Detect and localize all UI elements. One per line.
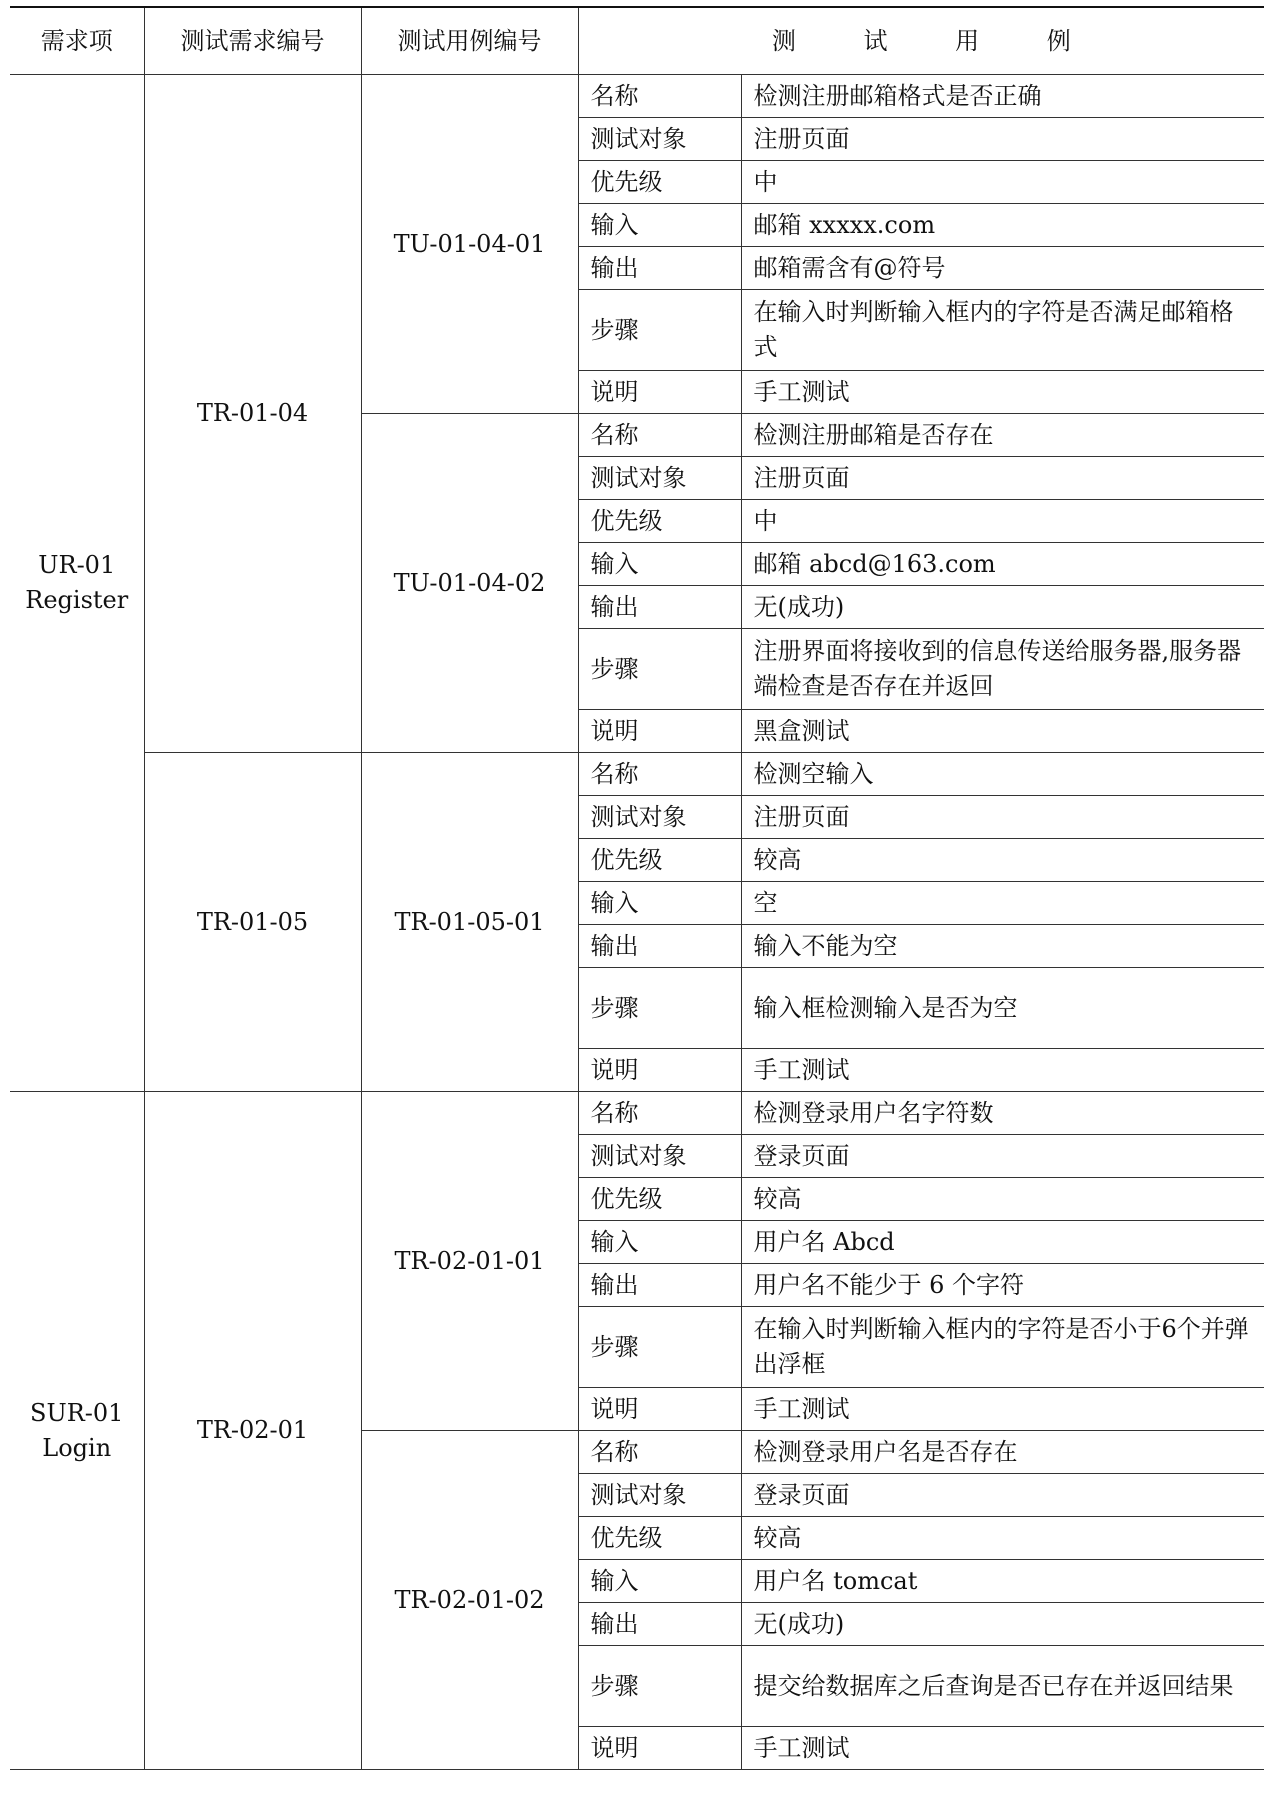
field-value-cell: 空: [741, 882, 1264, 925]
test-requirement-id-cell: TR-01-05: [144, 753, 361, 1092]
field-value-cell: 检测空输入: [741, 753, 1264, 796]
field-value-cell: 在输入时判断输入框内的字符是否小于6个并弹出浮框: [741, 1307, 1264, 1388]
table-row: [10, 1092, 1264, 1135]
field-label-cell: 测试对象: [578, 1135, 741, 1178]
field-label-cell: 说明: [578, 710, 741, 753]
header-requirement: 需求项: [10, 7, 144, 75]
field-label-cell: 输入: [578, 1221, 741, 1264]
field-value-cell: 手工测试: [741, 371, 1264, 414]
field-label-cell: 输出: [578, 1264, 741, 1307]
test-requirement-id-cell: TR-02-01: [144, 1092, 361, 1770]
field-label-cell: 优先级: [578, 1178, 741, 1221]
field-label-cell: 说明: [578, 1727, 741, 1770]
field-label-cell: 名称: [578, 1431, 741, 1474]
field-value-cell: 中: [741, 500, 1264, 543]
test-requirement-id-cell: TR-01-04: [144, 75, 361, 753]
field-value-cell: 中: [741, 161, 1264, 204]
field-label-cell: 输入: [578, 204, 741, 247]
table-row: [10, 753, 1264, 796]
field-value-cell: 登录页面: [741, 1135, 1264, 1178]
field-label-cell: 步骤: [578, 1646, 741, 1727]
field-label-cell: 测试对象: [578, 457, 741, 500]
field-value-cell: 邮箱需含有@符号: [741, 247, 1264, 290]
field-value-cell: 手工测试: [741, 1388, 1264, 1431]
field-label-cell: 步骤: [578, 629, 741, 710]
field-label-cell: 步骤: [578, 1307, 741, 1388]
test-case-id-cell: TU-01-04-02: [361, 414, 578, 753]
field-label-cell: 测试对象: [578, 796, 741, 839]
field-label-cell: 步骤: [578, 968, 741, 1049]
field-label-cell: 说明: [578, 371, 741, 414]
header-test-case-id: 测试用例编号: [361, 7, 578, 75]
field-value-cell: 检测注册邮箱格式是否正确: [741, 75, 1264, 118]
field-label-cell: 输入: [578, 882, 741, 925]
field-label-cell: 优先级: [578, 500, 741, 543]
field-value-cell: 注册页面: [741, 796, 1264, 839]
field-value-cell: 登录页面: [741, 1474, 1264, 1517]
field-value-cell: 邮箱 abcd@163.com: [741, 543, 1264, 586]
field-label-cell: 测试对象: [578, 1474, 741, 1517]
field-label-cell: 输入: [578, 1560, 741, 1603]
field-value-cell: 检测登录用户名是否存在: [741, 1431, 1264, 1474]
field-value-cell: 输入框检测输入是否为空: [741, 968, 1264, 1049]
table-body: [10, 75, 1264, 1770]
field-label-cell: 输出: [578, 925, 741, 968]
requirement-cell: UR-01 Register: [10, 75, 144, 1092]
field-label-cell: 步骤: [578, 290, 741, 371]
field-value-cell: 较高: [741, 839, 1264, 882]
field-label-cell: 说明: [578, 1049, 741, 1092]
test-case-table: [10, 6, 1264, 1770]
table-row: [10, 75, 1264, 118]
field-value-cell: 检测登录用户名字符数: [741, 1092, 1264, 1135]
field-value-cell: 黑盒测试: [741, 710, 1264, 753]
field-value-cell: 较高: [741, 1517, 1264, 1560]
field-value-cell: 注册界面将接收到的信息传送给服务器,服务器端检查是否存在并返回: [741, 629, 1264, 710]
field-label-cell: 测试对象: [578, 118, 741, 161]
field-value-cell: 注册页面: [741, 118, 1264, 161]
field-value-cell: 手工测试: [741, 1727, 1264, 1770]
field-value-cell: 较高: [741, 1178, 1264, 1221]
header-test-case: 测 试 用 例: [578, 7, 1264, 75]
field-value-cell: 无(成功): [741, 586, 1264, 629]
field-label-cell: 名称: [578, 75, 741, 118]
field-label-cell: 输入: [578, 543, 741, 586]
field-value-cell: 注册页面: [741, 457, 1264, 500]
field-value-cell: 在输入时判断输入框内的字符是否满足邮箱格式: [741, 290, 1264, 371]
test-case-id-cell: TR-02-01-02: [361, 1431, 578, 1770]
field-label-cell: 说明: [578, 1388, 741, 1431]
field-label-cell: 输出: [578, 1603, 741, 1646]
field-label-cell: 优先级: [578, 161, 741, 204]
field-label-cell: 输出: [578, 247, 741, 290]
field-value-cell: 检测注册邮箱是否存在: [741, 414, 1264, 457]
header-row: [10, 7, 1264, 75]
field-value-cell: 用户名不能少于 6 个字符: [741, 1264, 1264, 1307]
field-label-cell: 名称: [578, 753, 741, 796]
field-value-cell: 无(成功): [741, 1603, 1264, 1646]
test-case-id-cell: TR-01-05-01: [361, 753, 578, 1092]
field-value-cell: 用户名 tomcat: [741, 1560, 1264, 1603]
field-value-cell: 输入不能为空: [741, 925, 1264, 968]
header-test-requirement-id: 测试需求编号: [144, 7, 361, 75]
field-label-cell: 优先级: [578, 839, 741, 882]
field-value-cell: 手工测试: [741, 1049, 1264, 1092]
field-label-cell: 名称: [578, 1092, 741, 1135]
field-label-cell: 名称: [578, 414, 741, 457]
field-value-cell: 邮箱 xxxxx.com: [741, 204, 1264, 247]
requirement-cell: SUR-01 Login: [10, 1092, 144, 1770]
field-value-cell: 提交给数据库之后查询是否已存在并返回结果: [741, 1646, 1264, 1727]
test-case-id-cell: TR-02-01-01: [361, 1092, 578, 1431]
field-label-cell: 优先级: [578, 1517, 741, 1560]
test-case-id-cell: TU-01-04-01: [361, 75, 578, 414]
field-label-cell: 输出: [578, 586, 741, 629]
field-value-cell: 用户名 Abcd: [741, 1221, 1264, 1264]
